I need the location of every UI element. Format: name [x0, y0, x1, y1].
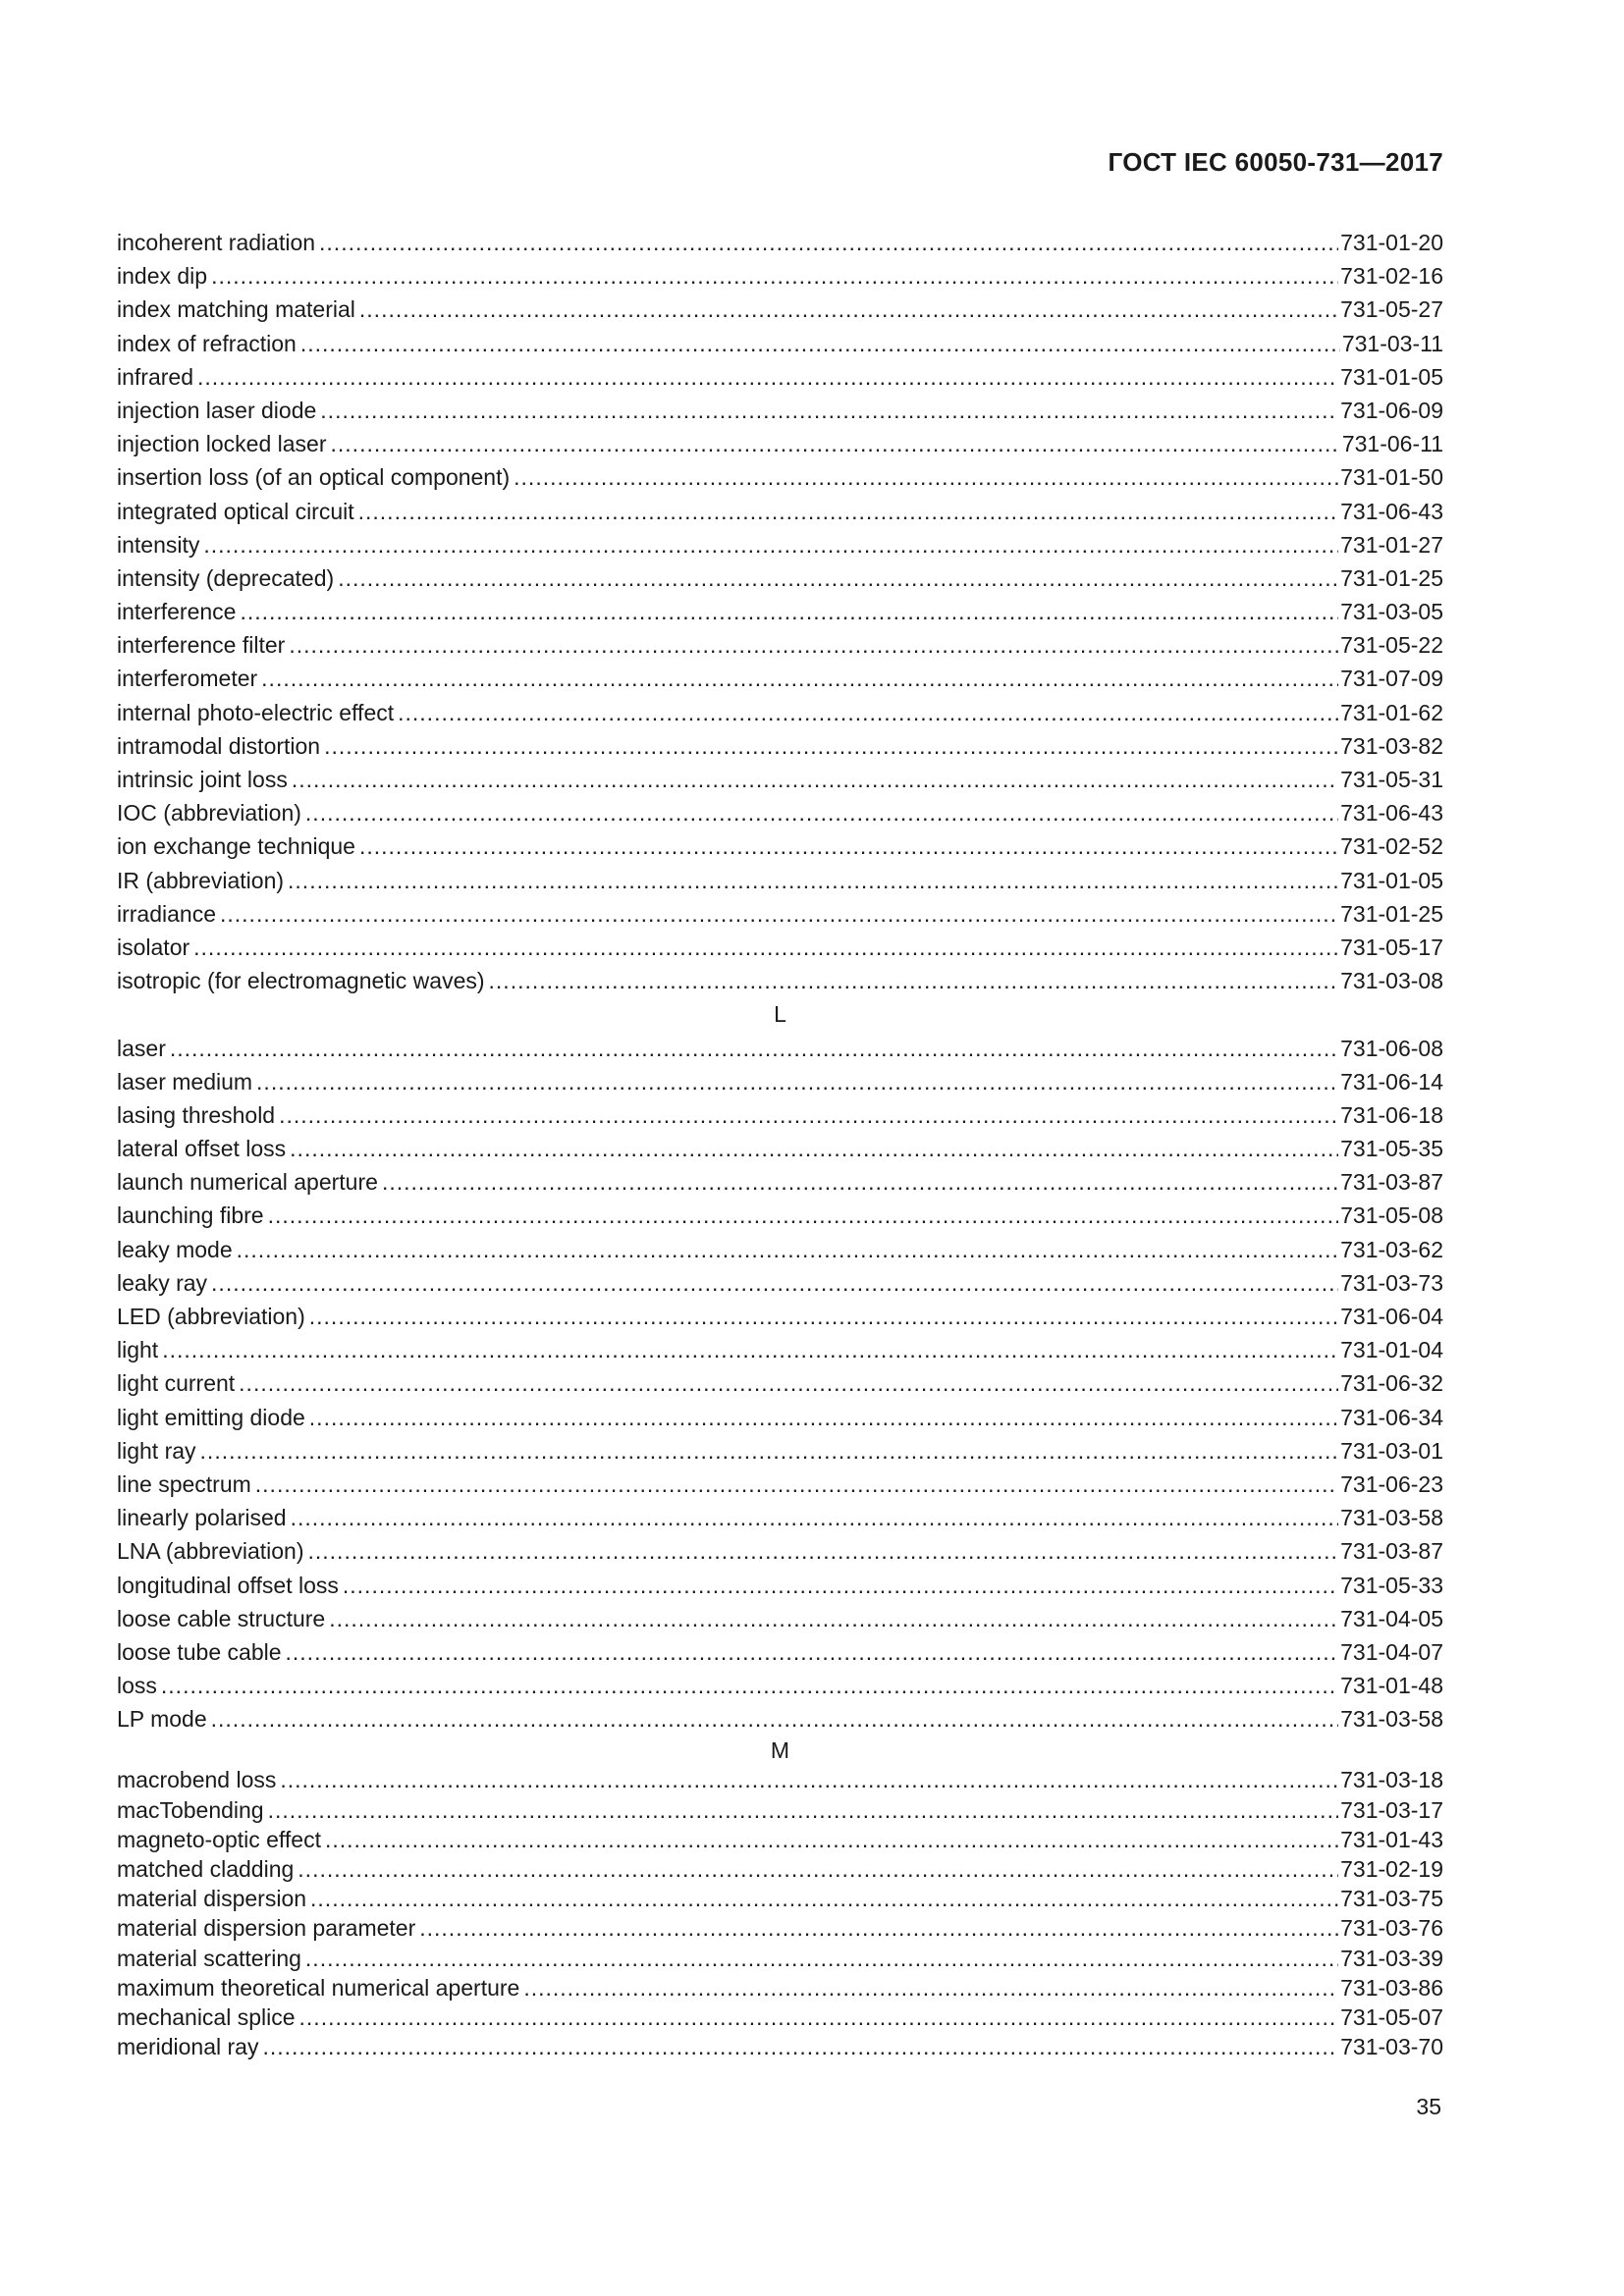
- entry-reference: 731-05-22: [1340, 632, 1443, 659]
- dot-leader: [292, 763, 1338, 796]
- entry-term: LP mode: [117, 1706, 207, 1733]
- index-entry: [117, 1434, 1443, 1468]
- entry-reference: 731-06-23: [1340, 1470, 1443, 1497]
- dot-leader: [305, 796, 1338, 829]
- index-entry: [117, 1702, 1443, 1735]
- entry-reference: 731-01-62: [1340, 699, 1443, 725]
- entry-term: intrinsic joint loss: [117, 767, 288, 792]
- dot-leader: [291, 1501, 1339, 1534]
- entry-reference: 731-01-27: [1340, 531, 1443, 558]
- dot-leader: [359, 293, 1338, 326]
- entry-term: leaky ray: [117, 1269, 208, 1296]
- entry-reference: 731-05-35: [1340, 1136, 1443, 1162]
- entry-reference: 731-03-05: [1340, 599, 1443, 625]
- dot-leader: [161, 1669, 1338, 1702]
- entry-reference: 731-07-09: [1340, 666, 1443, 692]
- entry-term: light: [117, 1337, 159, 1363]
- index-entry: [117, 1765, 1443, 1794]
- entry-term: lasing threshold: [117, 1101, 276, 1128]
- entry-term: light current: [117, 1370, 236, 1397]
- entry-term: IR (abbreviation): [117, 867, 285, 893]
- entry-reference: 731-01-05: [1340, 363, 1443, 390]
- entry-term: meridional ray: [117, 2034, 259, 2060]
- entry-term: material scattering: [117, 1945, 301, 1971]
- index-section: [117, 1735, 1443, 2061]
- entry-term: laser medium: [117, 1068, 253, 1095]
- entry-term: intensity (deprecated): [117, 564, 335, 591]
- dot-leader: [279, 1098, 1338, 1132]
- entry-term: macrobend loss: [117, 1767, 277, 1793]
- dot-leader: [319, 226, 1338, 259]
- entry-term: launch numerical aperture: [117, 1169, 378, 1196]
- entry-term: interferometer: [117, 666, 258, 692]
- dot-leader: [288, 864, 1338, 897]
- entry-term: light ray: [117, 1437, 196, 1464]
- entry-term: infrared: [117, 363, 193, 390]
- entry-term: intensity: [117, 531, 200, 558]
- entry-reference: 731-06-14: [1340, 1068, 1443, 1095]
- entry-reference: 731-03-87: [1340, 1538, 1443, 1565]
- index-entry: [117, 1098, 1443, 1132]
- index-section: [117, 226, 1443, 997]
- entry-reference: 731-03-70: [1340, 2034, 1443, 2060]
- index-entry: [117, 1913, 1443, 1943]
- index-entry: [117, 360, 1443, 394]
- entry-reference: 731-03-87: [1340, 1169, 1443, 1196]
- entry-term: intramodal distortion: [117, 732, 321, 759]
- index-entry: [117, 327, 1443, 360]
- dot-leader: [329, 1602, 1338, 1635]
- dot-leader: [200, 1434, 1339, 1468]
- entry-term: isotropic (for electromagnetic waves): [117, 968, 485, 994]
- dot-leader: [320, 394, 1338, 427]
- entry-reference: 731-03-75: [1340, 1886, 1443, 1912]
- entry-reference: 731-05-27: [1340, 296, 1443, 323]
- entry-reference: 731-04-07: [1340, 1638, 1443, 1665]
- index-entry: [117, 1132, 1443, 1165]
- index-entry: [117, 561, 1443, 595]
- index-entry: [117, 1266, 1443, 1300]
- dot-leader: [308, 1534, 1339, 1568]
- entry-reference: 731-06-18: [1340, 1101, 1443, 1128]
- index-entry: [117, 1569, 1443, 1602]
- entry-reference: 731-01-20: [1340, 230, 1443, 255]
- dot-leader: [289, 628, 1338, 662]
- index-entry: [117, 897, 1443, 931]
- section-letter: M: [770, 1737, 790, 1764]
- entry-term: loose cable structure: [117, 1605, 326, 1631]
- entry-reference: 731-06-11: [1341, 431, 1443, 457]
- entry-term: insertion loss (of an optical component): [117, 464, 511, 491]
- dot-leader: [162, 1333, 1338, 1366]
- entry-term: leaky mode: [117, 1236, 233, 1262]
- index-entry: [117, 1795, 1443, 1825]
- index-entry: [117, 864, 1443, 897]
- index-entry: [117, 1199, 1443, 1232]
- entry-term: macTobending: [117, 1796, 264, 1823]
- dot-leader: [419, 1913, 1338, 1943]
- entry-term: material dispersion: [117, 1886, 307, 1912]
- dot-leader: [310, 1884, 1338, 1913]
- index-entry: [117, 1669, 1443, 1702]
- entry-term: ion exchange technique: [117, 833, 355, 860]
- dot-leader: [290, 1132, 1338, 1165]
- entry-reference: 731-06-08: [1340, 1035, 1443, 1061]
- index-entry: [117, 226, 1443, 259]
- dot-leader: [170, 1032, 1338, 1065]
- entry-term: interference: [117, 599, 237, 625]
- entry-term: line spectrum: [117, 1470, 251, 1497]
- entry-reference: 731-05-33: [1340, 1572, 1443, 1598]
- index-entry: [117, 1366, 1443, 1400]
- dot-leader: [382, 1165, 1338, 1199]
- index-entry: [117, 931, 1443, 964]
- entry-reference: 731-03-18: [1340, 1767, 1443, 1793]
- entry-term: integrated optical circuit: [117, 498, 354, 524]
- entry-reference: 731-05-08: [1340, 1202, 1443, 1229]
- entry-term: loss: [117, 1673, 157, 1699]
- dot-leader: [280, 1765, 1338, 1794]
- entry-reference: 731-06-43: [1340, 498, 1443, 524]
- index-entry: [117, 1501, 1443, 1534]
- entry-reference: 731-01-04: [1340, 1337, 1443, 1363]
- entry-reference: 731-03-01: [1340, 1437, 1443, 1464]
- index-entry: [117, 1233, 1443, 1266]
- entry-term: injection locked laser: [117, 431, 327, 457]
- entry-reference: 731-01-48: [1340, 1673, 1443, 1699]
- index-entry: [117, 1534, 1443, 1568]
- entry-term: matched cladding: [117, 1856, 295, 1882]
- dot-leader: [324, 729, 1338, 763]
- index-entry: [117, 528, 1443, 561]
- entry-reference: 731-02-16: [1340, 263, 1443, 290]
- entry-reference: 731-02-19: [1340, 1856, 1443, 1882]
- index-entry: [117, 427, 1443, 460]
- dot-leader: [298, 1854, 1338, 1884]
- index-entry: [117, 729, 1443, 763]
- dot-leader: [309, 1300, 1338, 1333]
- entry-reference: 731-03-39: [1340, 1945, 1443, 1971]
- index-entry: [117, 293, 1443, 326]
- index-entry: [117, 460, 1443, 494]
- index-entry: [117, 829, 1443, 863]
- entry-term: LED (abbreviation): [117, 1304, 305, 1329]
- dot-leader: [211, 1702, 1339, 1735]
- dot-leader: [325, 1825, 1338, 1854]
- dot-leader: [239, 1366, 1338, 1400]
- dot-leader: [489, 964, 1339, 997]
- entry-term: light emitting diode: [117, 1404, 305, 1430]
- entry-reference: 731-01-05: [1340, 867, 1443, 893]
- dot-leader: [268, 1795, 1339, 1825]
- index-entry: [117, 2032, 1443, 2061]
- dot-leader: [261, 662, 1338, 695]
- index-entry: [117, 1165, 1443, 1199]
- entry-reference: 731-05-07: [1340, 2003, 1443, 2030]
- entry-term: loose tube cable: [117, 1638, 282, 1665]
- entry-reference: 731-05-31: [1340, 767, 1443, 792]
- index-entry: [117, 1602, 1443, 1635]
- entry-term: index matching material: [117, 296, 355, 323]
- entry-reference: 731-01-25: [1340, 900, 1443, 927]
- entry-reference: 731-06-04: [1340, 1304, 1443, 1329]
- index-entry: [117, 1333, 1443, 1366]
- entry-term: mechanical splice: [117, 2003, 296, 2030]
- index-entry: [117, 696, 1443, 729]
- index-entry: [117, 1973, 1443, 2002]
- dot-leader: [220, 897, 1338, 931]
- index-entry: [117, 1401, 1443, 1434]
- entry-reference: 731-03-58: [1340, 1505, 1443, 1531]
- entry-reference: 731-02-52: [1340, 833, 1443, 860]
- entry-term: linearly polarised: [117, 1505, 287, 1531]
- entry-term: material dispersion parameter: [117, 1915, 416, 1942]
- entry-reference: 731-03-73: [1340, 1269, 1443, 1296]
- dot-leader: [240, 595, 1338, 628]
- entry-reference: 731-01-50: [1340, 464, 1443, 491]
- index-entry: [117, 1300, 1443, 1333]
- entry-reference: 731-03-08: [1340, 968, 1443, 994]
- index-entry: [117, 662, 1443, 695]
- entry-term: index of refraction: [117, 330, 297, 356]
- entry-reference: 731-03-11: [1341, 330, 1443, 356]
- dot-leader: [255, 1468, 1338, 1501]
- dot-leader: [331, 427, 1340, 460]
- entry-reference: 731-01-25: [1340, 564, 1443, 591]
- index-entry: [117, 595, 1443, 628]
- entry-reference: 731-03-86: [1340, 1974, 1443, 2001]
- index-entry: [117, 1884, 1443, 1913]
- entry-reference: 731-01-43: [1340, 1826, 1443, 1852]
- dot-leader: [256, 1065, 1338, 1098]
- index-entry: [117, 796, 1443, 829]
- dot-leader: [197, 360, 1338, 394]
- entry-term: longitudinal offset loss: [117, 1572, 339, 1598]
- index-entry: [117, 1468, 1443, 1501]
- entry-reference: 731-03-82: [1340, 732, 1443, 759]
- index-entry: [117, 1854, 1443, 1884]
- entry-term: internal photo-electric effect: [117, 699, 395, 725]
- index-entry: [117, 1825, 1443, 1854]
- dot-leader: [358, 495, 1339, 528]
- index-entry: [117, 1944, 1443, 1973]
- entry-term: magneto-optic effect: [117, 1826, 321, 1852]
- entry-reference: 731-06-34: [1340, 1404, 1443, 1430]
- dot-leader: [523, 1973, 1338, 2002]
- entry-reference: 731-06-43: [1340, 800, 1443, 827]
- dot-leader: [300, 327, 1340, 360]
- dot-leader: [203, 528, 1338, 561]
- dot-leader: [514, 460, 1338, 494]
- entry-term: LNA (abbreviation): [117, 1538, 304, 1565]
- document-header: ГОСТ IEC 60050-731—2017: [1108, 147, 1443, 177]
- index-entry: [117, 964, 1443, 997]
- dot-leader: [262, 2032, 1338, 2061]
- entry-reference: 731-06-32: [1340, 1370, 1443, 1397]
- entry-reference: 731-03-62: [1340, 1236, 1443, 1262]
- dot-leader: [309, 1401, 1338, 1434]
- dot-leader: [286, 1635, 1339, 1669]
- index-entry: [117, 259, 1443, 293]
- index-entry: [117, 495, 1443, 528]
- entry-reference: 731-03-58: [1340, 1706, 1443, 1733]
- entry-term: IOC (abbreviation): [117, 800, 301, 827]
- entry-reference: 731-03-17: [1340, 1796, 1443, 1823]
- entry-reference: 731-06-09: [1340, 397, 1443, 423]
- index-entry: [117, 394, 1443, 427]
- entry-term: lateral offset loss: [117, 1136, 287, 1162]
- entry-term: index dip: [117, 263, 208, 290]
- dot-leader: [193, 931, 1338, 964]
- dot-leader: [398, 696, 1338, 729]
- entry-term: incoherent radiation: [117, 230, 316, 255]
- term-index: [117, 226, 1443, 2061]
- index-entry: [117, 1635, 1443, 1669]
- entry-reference: 731-04-05: [1340, 1605, 1443, 1631]
- entry-term: isolator: [117, 934, 190, 960]
- entry-term: injection laser diode: [117, 397, 317, 423]
- section-letter: L: [774, 1001, 786, 1028]
- index-entry: [117, 1065, 1443, 1098]
- entry-term: irradiance: [117, 900, 216, 927]
- entry-reference: 731-05-17: [1340, 934, 1443, 960]
- dot-leader: [359, 829, 1338, 863]
- index-entry: [117, 763, 1443, 796]
- index-entry: [117, 1032, 1443, 1065]
- entry-term: interference filter: [117, 632, 286, 659]
- entry-term: launching fibre: [117, 1202, 264, 1229]
- entry-term: laser: [117, 1035, 166, 1061]
- dot-leader: [338, 561, 1338, 595]
- index-section: [117, 997, 1443, 1735]
- page-number: 35: [1416, 2094, 1441, 2119]
- dot-leader: [211, 259, 1338, 293]
- dot-leader: [305, 1944, 1338, 1973]
- entry-term: maximum theoretical numerical aperture: [117, 1974, 520, 2001]
- dot-leader: [211, 1266, 1338, 1300]
- dot-leader: [268, 1199, 1339, 1232]
- index-entry: [117, 2002, 1443, 2032]
- dot-leader: [299, 2002, 1339, 2032]
- index-entry: [117, 628, 1443, 662]
- dot-leader: [237, 1233, 1339, 1266]
- dot-leader: [343, 1569, 1338, 1602]
- entry-reference: 731-03-76: [1340, 1915, 1443, 1942]
